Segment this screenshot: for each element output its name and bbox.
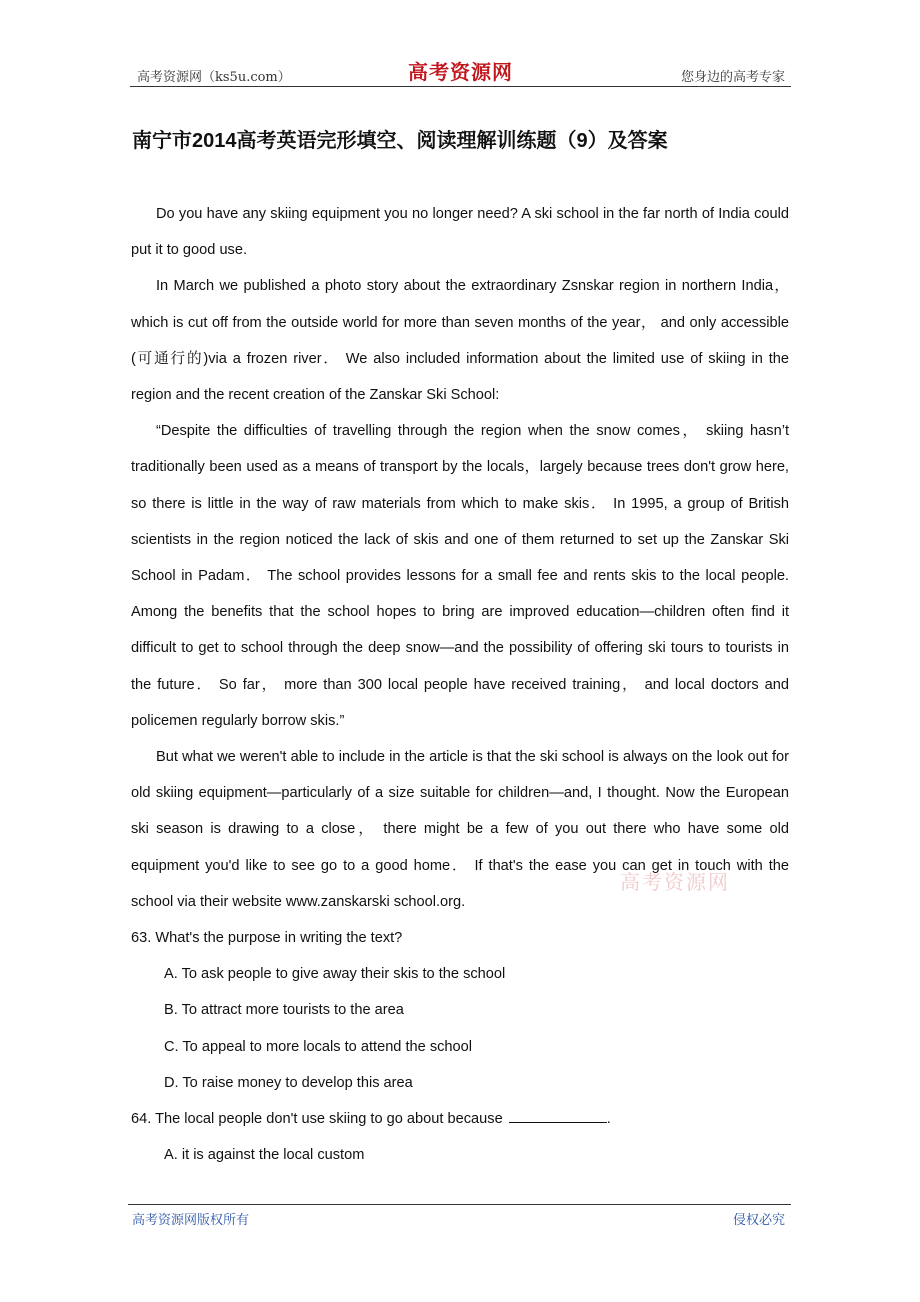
question-option: D. To raise money to develop this area <box>164 1074 413 1091</box>
question-option: A. To ask people to give away their skis to the school <box>164 966 506 983</box>
question-stem-text: 64. The local people don't use skiing to go about because <box>131 1111 503 1128</box>
page-footer <box>128 1204 791 1228</box>
answer-blank <box>509 1108 607 1123</box>
header-site-name: 高考资源网（ks5u.com） <box>137 70 291 85</box>
header-slogan: 您身边的高考专家 <box>680 70 785 85</box>
paragraph: But what we weren't able to include in the article is that the ski school is always on the look out for old skiing equipment—particularly of a size suitable for children—and, I thought. Now the European ski season is drawing to a close， there might be a few of you out there who have some old equipment you'd like to see go to a good home． If that's the ease you can get in touch with the school via their website www.zanskarski school.org. <box>131 749 789 910</box>
question-option: C. To appeal to more locals to attend the school <box>164 1038 473 1055</box>
document-title: 南宁市2014高考英语完形填空、阅读理解训练题（9）及答案 <box>132 130 668 152</box>
page-header <box>130 56 791 87</box>
paragraph: In March we published a photo story about the extraordinary Zsnskar region in northern India，which is cut off from the outside world for more than seven months of the year， and only accessible (可通行的)via a frozen river． We also included information about the limited use of skiing in the region and the recent creation of the Zanskar Ski School: <box>131 278 789 404</box>
footer-rights-notice: 侵权必究 <box>732 1213 785 1228</box>
question-stem-end: . <box>606 1111 611 1128</box>
question-option: B. To attract more tourists to the area <box>164 1002 404 1019</box>
footer-copyright: 高考资源网版权所有 <box>132 1213 250 1228</box>
paragraph: Do you have any skiing equipment you no longer need? A ski school in the far north of India could put it to good use. <box>131 206 789 259</box>
paragraph: “Despite the difficulties of travelling through the region when the snow comes， skiing hasn’t traditionally been used as a means of transport by the locals，largely because trees don't grow here, so there is little in the way of raw materials from which to make skis． In 1995, a group of British scientists in the region noticed the lack of skis and one of them returned to set up the Zanskar Ski School in Padam． The school provides lessons for a small fee and rents skis to the local people. Among the benefits that the school hopes to bring are improved education—children often find it difficult to get to school through the deep snow—and the possibility of offering ski tours to tourists in the future． So far， more than 300 local people have received training， and local doctors and policemen regularly borrow skis.” <box>131 423 789 729</box>
watermark: 高考资源网 <box>620 870 730 894</box>
question-stem <box>131 1101 789 1137</box>
question-option: A. it is against the local custom <box>164 1147 365 1164</box>
question-stem: 63. What's the purpose in writing the text? <box>131 930 403 947</box>
document-body <box>131 196 789 1173</box>
header-logo: 高考资源网 <box>408 60 513 84</box>
